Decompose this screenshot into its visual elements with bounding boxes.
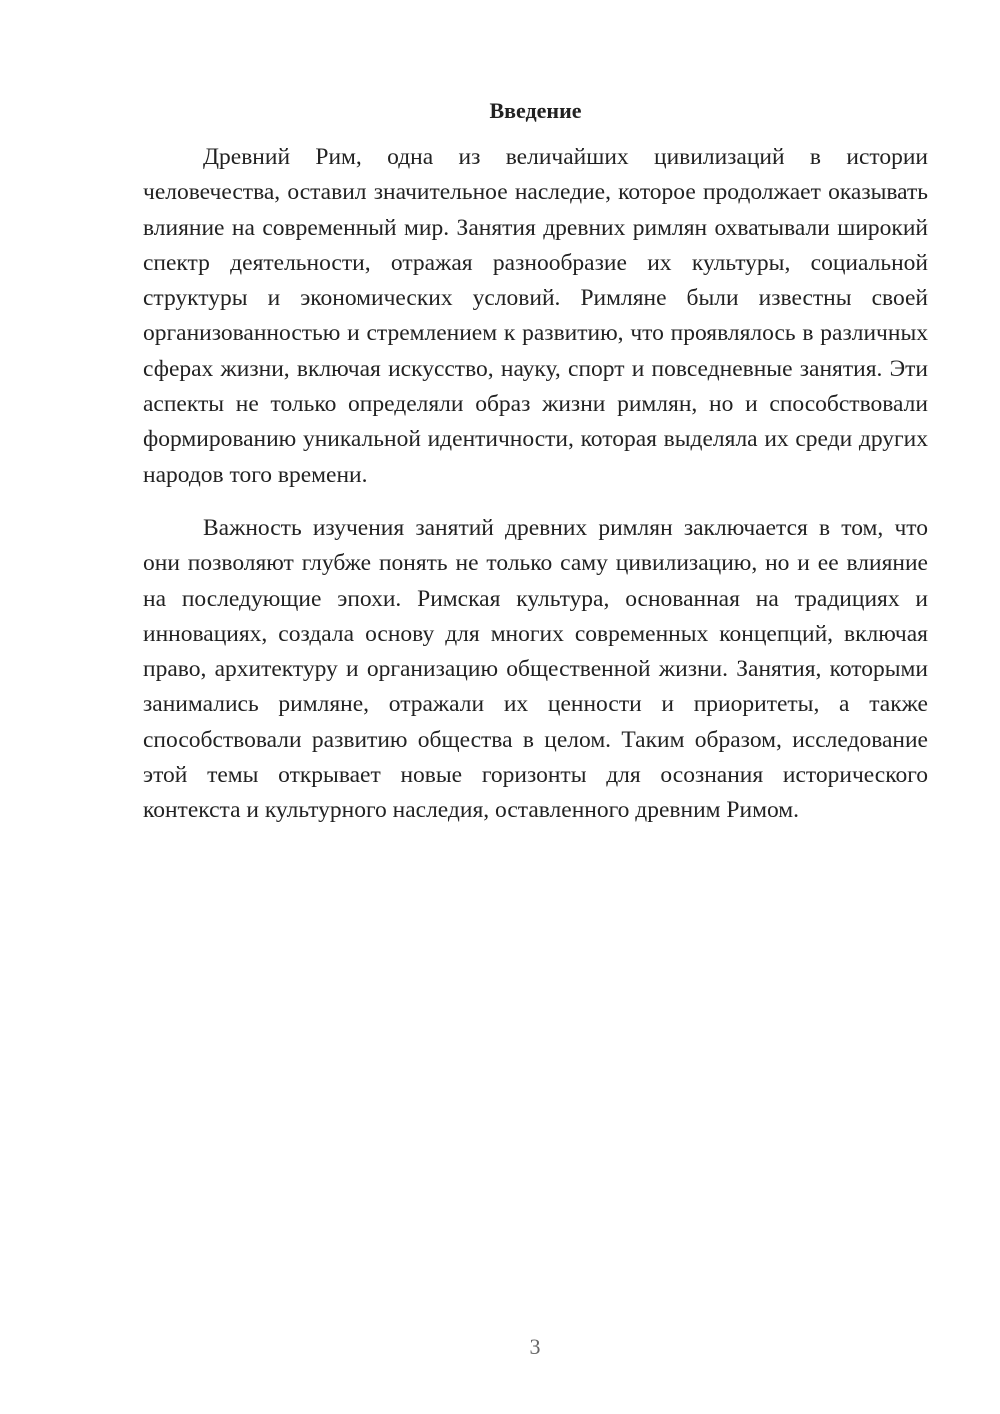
- page-body: [143, 96, 928, 829]
- section-title: Введение: [489, 98, 582, 123]
- paragraph-2: Важность изучения занятий древних римлян заключается в том, что они позволяют глубже понять не только саму цивилизацию, но и ее влияние на последующие эпохи. Римская культура, основанная на традициях и инновациях, создала основу для многих современных концепций, включая право, архитектуру и организацию общественной жизни. Занятия, которыми занимались римляне, отражали их ценности и приоритеты, а также способствовали развитию общества в целом. Таким образом, исследование этой темы открывает новые горизонты для осознания исторического контекста и культурного наследия, оставленного древним Римом.: [143, 514, 928, 824]
- page-number: 3: [529, 1334, 541, 1359]
- paragraph-1: Древний Рим, одна из величайших цивилизаций в истории человечества, оставил значительное наследие, которое продолжает оказывать влияние на современный мир. Занятия древних римлян охватывали широкий спектр деятельности, отражая разнообразие их культуры, социальной структуры и экономических условий. Римляне были известны своей организованностью и стремлением к развитию, что проявлялось в различных сферах жизни, включая искусство, науку, спорт и повседневные занятия. Эти аспекты не только определяли образ жизни римлян, но и способствовали формированию уникальной идентичности, которая выделяла их среди других народов того времени.: [143, 144, 928, 488]
